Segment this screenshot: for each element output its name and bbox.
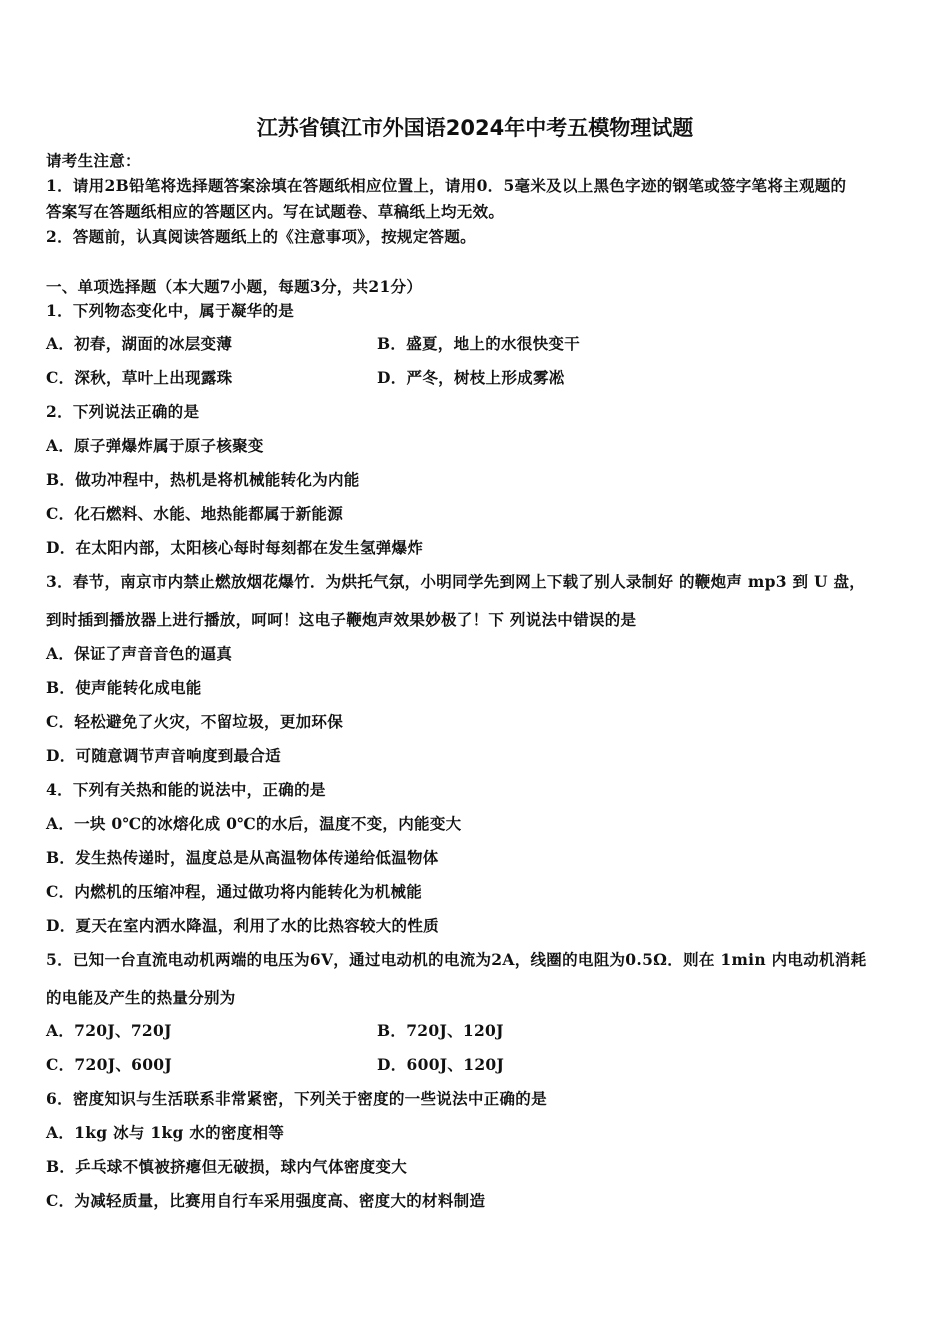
option: C．内燃机的压缩冲程，通过做功将内能转化为机械能: [46, 882, 423, 901]
page-title: 江苏省镇江市外国语2024年中考五模物理试题: [256, 116, 694, 140]
question-stem: 2．下列说法正确的是: [46, 402, 200, 421]
option: B．做功冲程中，热机是将机械能转化为内能: [46, 470, 360, 489]
option: A．原子弹爆炸属于原子核聚变: [46, 436, 264, 455]
option: D．600J、120J: [377, 1055, 505, 1074]
notice-line: 答案写在答题纸相应的答题区内。写在试题卷、草稿纸上均无效。: [46, 202, 505, 221]
option: A．720J、720J: [46, 1021, 172, 1040]
notice-line: 1．请用2B铅笔将选择题答案涂填在答题纸相应位置上，请用0．5毫米及以上黑色字迹的钢笔或签字笔将主观题的: [46, 176, 847, 195]
section-heading: 一、单项选择题（本大题7小题，每题3分，共21分）: [46, 277, 423, 296]
question-stem: 4．下列有关热和能的说法中，正确的是: [46, 780, 326, 799]
notice-heading: 请考生注意：: [46, 151, 141, 170]
option: C．深秋，草叶上出现露珠: [46, 368, 233, 387]
option: B．720J、120J: [377, 1021, 504, 1040]
option: C．为减轻质量，比赛用自行车采用强度高、密度大的材料制造: [46, 1191, 486, 1210]
option: A．保证了声音音色的逼真: [46, 644, 233, 663]
option: A．一块 0℃的冰熔化成 0℃的水后，温度不变，内能变大: [46, 814, 462, 833]
question-stem: 6．密度知识与生活联系非常紧密，下列关于密度的一些说法中正确的是: [46, 1089, 547, 1108]
option: D．夏天在室内洒水降温，利用了水的比热容较大的性质: [46, 916, 439, 935]
option: D．在太阳内部，太阳核心每时每刻都在发生氢弹爆炸: [46, 538, 424, 557]
option: D．严冬，树枝上形成雾凇: [377, 368, 565, 387]
question-stem: 1．下列物态变化中，属于凝华的是: [46, 301, 295, 320]
option: D．可随意调节声音响度到最合适: [46, 746, 281, 765]
question-stem: 3．春节，南京市内禁止燃放烟花爆竹．为烘托气氛，小明同学先到网上下载了别人录制好 的鞭炮声 mp3 到 U 盘，: [46, 572, 866, 591]
option: B．发生热传递时，温度总是从高温物体传递给低温物体: [46, 848, 439, 867]
option: A．初春，湖面的冰层变薄: [46, 334, 233, 353]
notice-line: 2．答题前，认真阅读答题纸上的《注意事项》，按规定答题。: [46, 227, 476, 246]
option: A．1kg 冰与 1kg 水的密度相等: [46, 1123, 285, 1142]
question-stem: 5．已知一台直流电动机两端的电压为6V，通过电动机的电流为2A，线圈的电阻为0.5Ω．则在 1min 内电动机消耗: [46, 950, 867, 969]
question-stem: 到时插到播放器上进行播放，呵呵！这电子鞭炮声效果妙极了！下 列说法中错误的是: [46, 610, 637, 629]
option: C．轻松避免了火灾，不留垃圾，更加环保: [46, 712, 344, 731]
option: B．盛夏，地上的水很快变干: [377, 334, 581, 353]
option: B．使声能转化成电能: [46, 678, 202, 697]
question-stem: 的电能及产生的热量分别为: [46, 988, 236, 1007]
option: C．化石燃料、水能、地热能都属于新能源: [46, 504, 344, 523]
option: B．乒乓球不慎被挤瘪但无破损，球内气体密度变大: [46, 1157, 408, 1176]
option: C．720J、600J: [46, 1055, 173, 1074]
